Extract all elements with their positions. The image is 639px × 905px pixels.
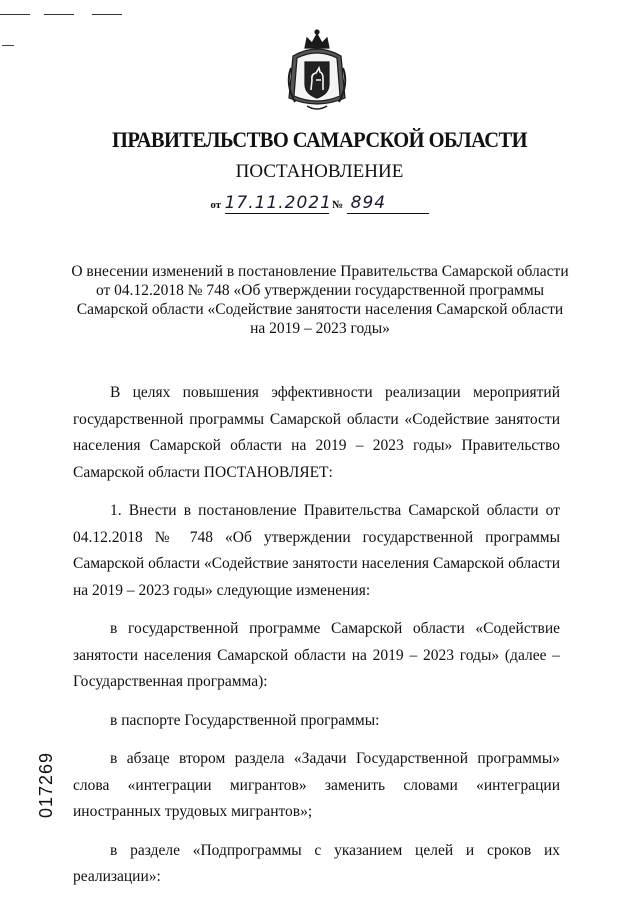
scan-edge-mark [44, 14, 74, 15]
body-paragraph: в государственной программе Самарской области «Содействие занятости населения Самарской области на 2019 – 2023 годы» (далее – Государственная программа): [73, 620, 560, 690]
number-value: 894 [347, 193, 429, 214]
subject-line: Самарской области «Содействие занятости населения Самарской области [76, 301, 564, 318]
body-paragraph: В целях повышения эффективности реализации мероприятий государственной программы Самарской области «Содействие занятости населения Самарской области на 2019 – 2023 годы» Правительство Самарской области ПОСТАНОВЛЯЕТ: [73, 384, 560, 481]
body-paragraph: 1. Внести в постановление Правительства Самарской области от 04.12.2018 № 748 «Об утверждении государственной программы Самарской области «Содействие занятости населения Самарской области на 2019 – 2023 годы» следующие изменения: [73, 502, 560, 599]
date-number-line [0, 193, 639, 214]
document-type: ПОСТАНОВЛЕНИЕ [235, 161, 404, 182]
body-paragraph: в абзаце втором раздела «Задачи Государственной программы» слова «интеграции мигрантов» заменить словами «интеграции иностранных трудовых мигрантов»; [73, 750, 560, 820]
scan-edge-mark [92, 14, 122, 15]
body-paragraph: в паспорте Государственной программы: [110, 711, 380, 729]
scan-edge-mark [0, 14, 30, 15]
number-label: № [332, 199, 344, 211]
date-label: от [210, 199, 222, 211]
subject-line: от 04.12.2018 № 748 «Об утверждении государственной программы [95, 282, 545, 299]
scan-edge-mark [2, 45, 14, 46]
document-body [73, 380, 560, 891]
subject-line: на 2019 – 2023 годы» [250, 320, 390, 337]
date-value: 17.11.2021 [224, 193, 332, 213]
samara-coat-of-arms-icon [283, 28, 351, 112]
government-title: ПРАВИТЕЛЬСТВО САМАРСКОЙ ОБЛАСТИ [112, 127, 527, 152]
body-paragraph: в разделе «Подпрограммы с указанием целей и сроков их реализации»: [73, 841, 560, 885]
document-subject [70, 262, 570, 338]
subject-line: О внесении изменений в постановление Правительства Самарской области [71, 263, 569, 280]
serial-number: 017269 [36, 751, 56, 818]
